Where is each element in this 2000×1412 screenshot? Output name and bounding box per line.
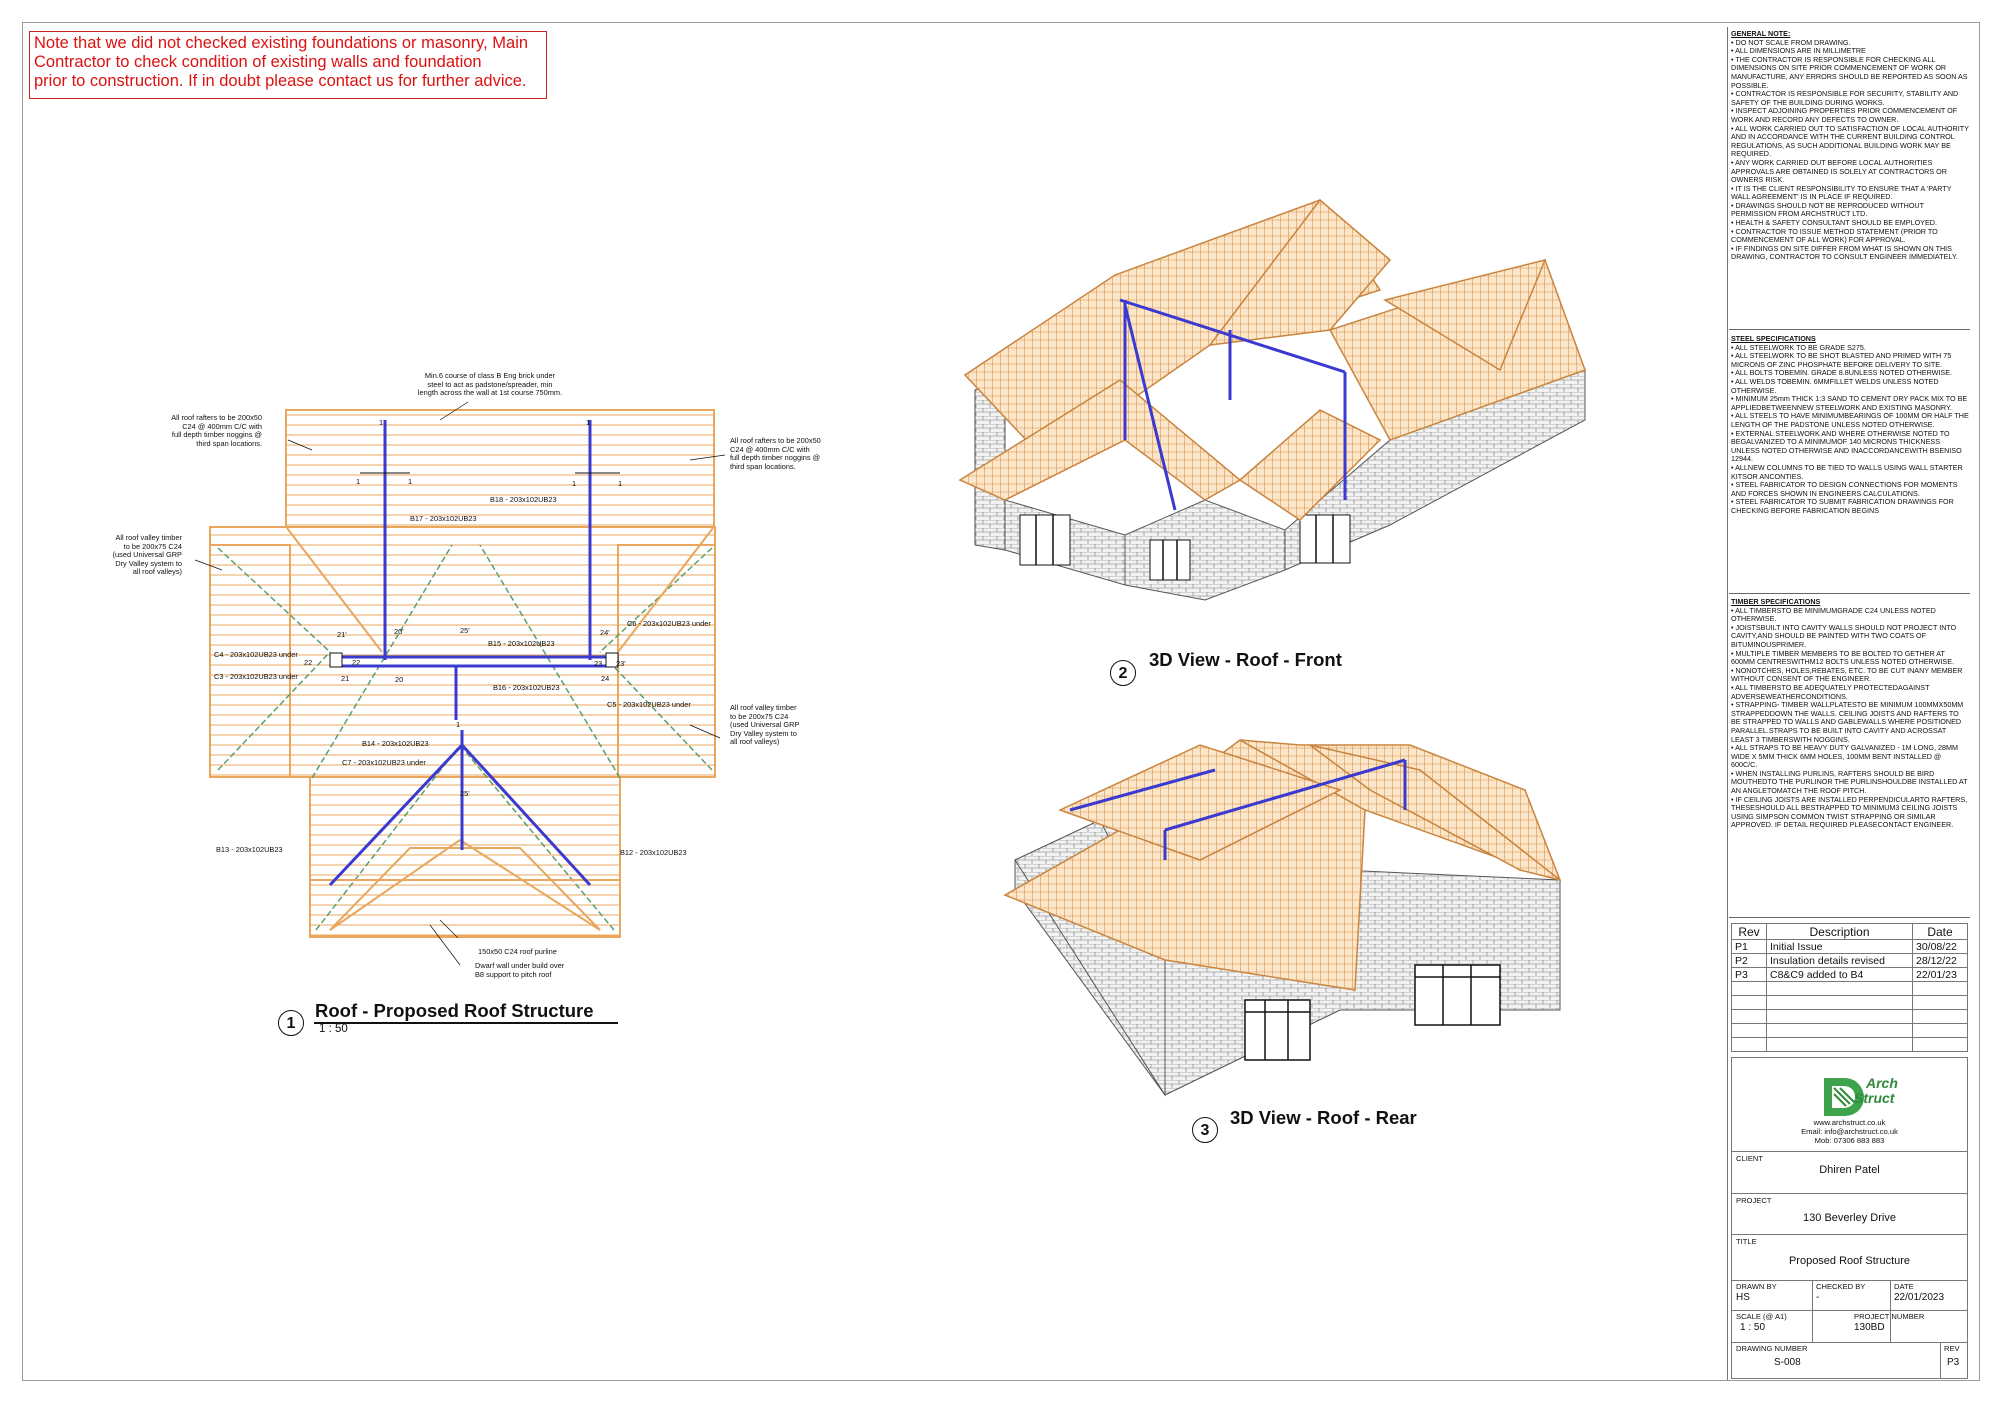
dim-mark: 1 — [586, 418, 591, 427]
scale-value: 1 : 50 — [1740, 1322, 1766, 1333]
description-cell — [1767, 1010, 1913, 1024]
divider — [1890, 1280, 1891, 1342]
date-header: Date — [1913, 924, 1968, 940]
revision-row — [1732, 982, 1968, 996]
dim-mark: 20' — [394, 627, 404, 636]
drawn-by-value: HS — [1736, 1292, 1750, 1303]
roof-plan — [195, 402, 725, 965]
steel-spec-block — [1731, 335, 1969, 515]
spec-item: • JOISTSBUILT INTO CAVITY WALLS SHOULD NOT PROJECT INTO CAVITY,AND SHOULD BE PAINTED WITH TWO COATS OF BITUMINOUSPRIMER. — [1731, 622, 1957, 649]
spec-item: • ALLNEW COLUMNS TO BE TIED TO WALLS USING WALL STARTER KITSOR ANCONTIES. — [1731, 462, 1963, 481]
company-mobile: Mob: 07306 883 883 — [1814, 1136, 1885, 1145]
spec-item: • WHEN INSTALLING PURLINS, RAFTERS SHOULD BE BIRD MOUTHEDTO THE PURLINOR THE PURLINSHOULDBE INSTALLED AT AN ANGLETOMATCH THE ROOF PITCH. — [1731, 768, 1968, 796]
date-cell — [1913, 1024, 1968, 1038]
3d-front-view — [960, 200, 1585, 600]
project-number-value: 130BD — [1854, 1322, 1885, 1333]
description-cell: C8&C9 added to B4 — [1767, 968, 1913, 982]
spec-item: • ALL STEELWORK TO BE SHOT BLASTED AND PRIMED WITH 75 MICRONS OF ZINC PHOSPHATE BEFORE DELIVERY TO SITE. — [1731, 351, 1952, 369]
logo-text-struct: Struct — [1854, 1090, 1895, 1106]
dim-mark: 21 — [341, 674, 350, 683]
dim-mark: 22 — [304, 658, 313, 667]
date-cell — [1913, 1010, 1968, 1024]
dim-mark: 1 — [408, 477, 413, 486]
dim-mark: 24' — [600, 628, 610, 637]
dim-mark: 22 — [352, 658, 361, 667]
rev-cell — [1732, 1038, 1767, 1052]
revision-row — [1732, 1024, 1968, 1038]
revision-row — [1732, 1038, 1968, 1052]
dim-mark: 1 — [356, 477, 361, 486]
checked-by-value: - — [1816, 1292, 1820, 1303]
title-block — [1731, 1057, 1968, 1379]
dim-mark: 1 — [379, 418, 384, 427]
date-cell — [1913, 1038, 1968, 1052]
spec-item: • STRAPPING- TIMBER WALLPLATESTO BE MINIMUM 100MMX50MM STRAPPEDDOWN THE WALLS. CEILING JOISTS AND RAFTERS TO BE STRAPPED TO WALLS AND GABLEWALLS WHERE POSITIONED PARALLEL.STRAPS TO BE BUILT INTO CAVITY AND ACROSSAT LEAST 3 TIMBERSWITH NOGGINS. — [1731, 700, 1964, 744]
divider — [1732, 1310, 1967, 1311]
drawn-by-label: DRAWN BY — [1736, 1282, 1777, 1291]
valley-note-left: All roof valley timber to be 200x75 C24 (used Universal GRP Dry Valley system to all roof valleys) — [112, 533, 182, 577]
dim-mark: 25' — [460, 789, 470, 798]
divider — [1729, 593, 1970, 594]
spec-item: • IF CEILING JOISTS ARE INSTALLED PERPENDICULARTO RAFTERS, THESESHOULD ALL BESTRAPPED TO MINIMUM3 CEILING JOISTS USING SIMPSON COMMON TWIST STRAPPING OR SIMILAR APPROVED. IF DETAIL REQUIRED PLEASECONTACT ENGINEER. — [1731, 794, 1968, 830]
description-cell: Insulation details revised — [1767, 954, 1913, 968]
dim-mark: 21' — [337, 630, 347, 639]
dim-mark: 20 — [395, 675, 404, 684]
description-cell — [1767, 1038, 1913, 1052]
divider — [1729, 329, 1970, 330]
note-item: • INSPECT ADJOINING PROPERTIES PRIOR COMMENCEMENT OF WORK AND RECORD ANY DEFECTS TO OWNER. — [1731, 106, 1958, 124]
project-label: PROJECT — [1736, 1196, 1772, 1205]
note-item: • ANY WORK CARRIED OUT BEFORE LOCAL AUTHORITIES APPROVALS ARE OBTAINED IS SOLELY AT CONTRACTORS OR OWNERS RISK. — [1731, 157, 1947, 185]
drawing-number-value: S-008 — [1774, 1357, 1801, 1368]
view-number-2: 2 — [1110, 660, 1136, 686]
description-header: Description — [1767, 924, 1913, 940]
client-value: Dhiren Patel — [1819, 1164, 1880, 1176]
rev-header: Rev — [1732, 924, 1767, 940]
spec-item: • ALL STEELWORK TO BE GRADE S275. — [1731, 342, 1866, 352]
purline-label: 150x50 C24 roof purline — [478, 947, 557, 956]
rev-cell — [1732, 1024, 1767, 1038]
rev-cell — [1732, 996, 1767, 1010]
beam-label-b13: B13 - 203x102UB23 — [216, 845, 283, 854]
checked-by-label: CHECKED BY — [1816, 1282, 1866, 1291]
date-cell: 30/08/22 — [1913, 940, 1968, 954]
rev-label: REV — [1944, 1344, 1960, 1353]
beam-label-b16: B16 - 203x102UB23 — [493, 683, 560, 692]
dim-mark: 23 — [594, 659, 603, 668]
rev-cell: P3 — [1732, 968, 1767, 982]
spec-item: • NONOTCHES, HOLES,REBATES, ETC. TO BE CUT INANY MEMBER WITHOUT CONSENT OF THE ENGINEER. — [1731, 665, 1963, 684]
note-line: Note that we did not checked existing foundations or masonry, Main — [34, 34, 529, 52]
note-line: prior to construction. If in doubt please contact us for further advice. — [34, 72, 527, 90]
note-item: • ALL DIMENSIONS ARE IN MILLIMETRE — [1731, 46, 1866, 56]
title-value: Proposed Roof Structure — [1788, 1255, 1911, 1267]
project-number-label: PROJECT NUMBER — [1854, 1312, 1925, 1321]
note-item: • CONTRACTOR IS RESPONSIBLE FOR SECURITY, STABILITY AND SAFETY OF THE BUILDING DURING WORKS. — [1731, 89, 1959, 107]
date-cell — [1913, 982, 1968, 996]
note-item: • IF FINDINGS ON SITE DIFFER FROM WHAT IS SHOWN ON THIS DRAWING, CONTRACTOR TO CONSULT ENGINEER IMMEDIATELY. — [1731, 243, 1958, 262]
description-cell — [1767, 982, 1913, 996]
dim-mark: 1 — [456, 720, 461, 729]
divider — [1940, 1342, 1941, 1378]
divider — [1732, 1342, 1967, 1343]
spec-item: • ALL TIMBERSTO BE MINIMUMGRADE C24 UNLESS NOTED OTHERWISE. — [1731, 605, 1936, 624]
view-scale-1: 1 : 50 — [319, 1023, 348, 1035]
project-value: 130 Beverley Drive — [1803, 1212, 1896, 1224]
revision-row — [1732, 954, 1968, 968]
note-item: • DRAWINGS SHOULD NOT BE REPRODUCED WITHOUT PERMISSION FROM ARCHSTRUCT LTD. — [1731, 200, 1924, 219]
date-cell: 22/01/23 — [1913, 968, 1968, 982]
note-line: Contractor to check condition of existing walls and foundation — [34, 53, 482, 71]
view-title-1: Roof - Proposed Roof Structure — [315, 1000, 594, 1021]
spec-item: • MINIMUM 25mm THICK 1:3 SAND TO CEMENT DRY PACK MIX TO BE APPLIEDBETWEENNEW STEELWORK AND EXISTING MASONRY. — [1731, 394, 1968, 412]
beam-label-b12: B12 - 203x102UB23 — [620, 848, 687, 857]
dim-mark: 1 — [572, 479, 577, 488]
dim-mark: 25' — [460, 626, 470, 635]
view-number-3: 3 — [1192, 1117, 1218, 1143]
column-label-c3: C3 - 203x102UB23 under — [214, 672, 298, 681]
title-underline — [314, 1022, 618, 1024]
description-cell — [1767, 996, 1913, 1010]
date-cell: 28/12/22 — [1913, 954, 1968, 968]
revision-row — [1732, 996, 1968, 1010]
spec-item: • ALL STRAPS TO BE HEAVY DUTY GALVANIZED - 1M LONG, 28MM WIDE X 5MM THICK 6MM HOLES, 100MM BENT INSTALLED @ 600C/C. — [1731, 743, 1958, 770]
view-title-3: 3D View - Roof - Rear — [1230, 1107, 1417, 1128]
3d-rear-view — [1005, 740, 1560, 1095]
rev-cell — [1732, 982, 1767, 996]
divider — [1812, 1280, 1813, 1342]
note-item: • ALL WORK CARRIED OUT TO SATISFACTION OF LOCAL AUTHORITY AND IN ACCORDANCE WITH THE CURRENT BUILDING CONTROL REGULATIONS, AS SUCH ADDITIONAL BUILDING WORK MAY BE REQUIRED. — [1731, 123, 1969, 159]
dim-mark: 23' — [616, 659, 626, 668]
dim-mark: 1 — [618, 479, 623, 488]
rev-value: P3 — [1947, 1357, 1960, 1368]
spec-item: • STEEL FABRICATOR TO DESIGN CONNECTIONS FOR MOMENTS AND FORCES SHOWN IN ENGINEERS CALCULATIONS. — [1731, 480, 1958, 498]
view-title-2: 3D View - Roof - Front — [1149, 649, 1342, 670]
divider — [1729, 917, 1970, 918]
date-cell — [1913, 996, 1968, 1010]
view-number-1: 1 — [278, 1010, 304, 1036]
column-label-c7: C7 - 203x102UB23 under — [342, 758, 426, 767]
general-note-heading: GENERAL NOTE: — [1731, 29, 1791, 38]
company-email: Email: info@archstruct.co.uk — [1801, 1127, 1898, 1136]
timber-spec-heading: TIMBER SPECIFICATIONS — [1731, 597, 1821, 606]
note-item: • HEALTH & SAFETY CONSULTANT SHOULD BE EMPLOYED. — [1731, 218, 1937, 228]
spec-item: • ALL BOLTS TOBEMIN. GRADE 8.8UNLESS NOTED OTHERWISE. — [1731, 368, 1952, 378]
logo-text-arch: Arch — [1866, 1075, 1898, 1091]
column-label-c4: C4 - 203x102UB23 under — [214, 650, 298, 659]
steel-spec-heading: STEEL SPECIFICATIONS — [1731, 334, 1816, 343]
drawing-number-label: DRAWING NUMBER — [1736, 1344, 1808, 1353]
description-cell — [1767, 1024, 1913, 1038]
spec-item: • EXTERNAL STEELWORK AND WHERE OTHERWISE NOTED TO BEGALVANIZED TO A MINIMUMOF 140 MICRONS THICKNESS UNLESS NOTED OTHERWISE AND INACCORDANCEWITH BSENISO 12944. — [1731, 428, 1962, 464]
valley-note-right: All roof valley timber to be 200x75 C24 (used Universal GRP Dry Valley system to all roof valleys) — [730, 703, 800, 747]
note-item: • IT IS THE CLIENT RESPONSIBILITY TO ENSURE THAT A 'PARTY WALL AGREEMENT' IS IN PLACE IF REQUIRED. — [1731, 183, 1952, 202]
beam-label-b18: B18 - 203x102UB23 — [490, 495, 557, 504]
company-website: www.archstruct.co.uk — [1813, 1118, 1886, 1127]
description-cell: Initial Issue — [1767, 940, 1913, 954]
divider — [1732, 1234, 1967, 1235]
timber-spec-block — [1731, 598, 1969, 830]
beam-label-b14: B14 - 203x102UB23 — [362, 739, 429, 748]
note-item: • CONTRACTOR TO ISSUE METHOD STATEMENT (PRIOR TO COMMENCEMENT OF ALL WORK) FOR APPROVAL. — [1731, 226, 1938, 245]
date-label: DATE — [1894, 1282, 1914, 1291]
divider — [1732, 1280, 1967, 1281]
spec-item: • ALL STEELS TO HAVE MINIMUMBEARINGS OF 100MM OR HALF THE LENGTH OF THE PADSTONE UNLESS NOTED OTHERWISE. — [1731, 411, 1969, 429]
date-value: 22/01/2023 — [1894, 1292, 1945, 1303]
divider — [1732, 1151, 1967, 1152]
client-label: CLIENT — [1736, 1154, 1764, 1163]
column-label-c5: C5 - 203x102UB23 under — [607, 700, 691, 709]
rev-cell: P1 — [1732, 940, 1767, 954]
padstone-note: Min.6 course of class B Eng brick under steel to act as padstone/spreader, min length across the wall at 1st course 750mm. — [417, 371, 563, 398]
rafter-note-left: All roof rafters to be 200x50 C24 @ 400mm C/C with full depth timber noggins @ third span locations. — [171, 413, 262, 448]
revision-row — [1732, 940, 1968, 954]
note-item: • DO NOT SCALE FROM DRAWING. — [1731, 37, 1851, 47]
beam-label-b17: B17 - 203x102UB23 — [410, 514, 477, 523]
dwarf-wall-label: Dwarf wall under build over B8 support to pitch roof — [475, 961, 565, 979]
rev-cell: P2 — [1732, 954, 1767, 968]
general-note-block — [1731, 30, 1969, 262]
title-label: TITLE — [1736, 1237, 1757, 1246]
column-label-c6: C6 - 203x102UB23 under — [627, 619, 711, 628]
dim-mark: 24 — [601, 674, 610, 683]
scale-label: SCALE (@ A1) — [1736, 1312, 1787, 1321]
spec-item: • ALL TIMBERSTO BE ADEQUATELY PROTECTEDAGAINST ADVERSEWEATHERCONDITIONS. — [1731, 682, 1930, 701]
spec-item: • STEEL FABRICATOR TO SUBMIT FABRICATION DRAWINGS FOR CHECKING BEFORE FABRICATION BEGINS — [1731, 497, 1954, 515]
spec-item: • MULTIPLE TIMBER MEMBERS TO BE BOLTED TO GETHER AT 600MM CENTRESWITHM12 BOLTS UNLESS NOTED OTHERWISE. — [1731, 648, 1954, 667]
revision-row — [1732, 968, 1968, 982]
beam-label-b15: B15 - 203x102UB23 — [488, 639, 555, 648]
rafter-note-right: All roof rafters to be 200x50 C24 @ 400mm C/C with full depth timber noggins @ third span locations. — [730, 436, 821, 471]
divider — [1732, 1193, 1967, 1194]
note-item: • THE CONTRACTOR IS RESPONSIBLE FOR CHECKING ALL DIMENSIONS ON SITE PRIOR COMMENCEMENT OF WORK OR MANUFACTURE, ANY ERRORS SHOULD BE REPORTED AS SOON AS POSSIBLE. — [1731, 54, 1968, 90]
revision-row — [1732, 1010, 1968, 1024]
spec-item: • ALL WELDS TOBEMIN. 6MMFILLET WELDS UNLESS NOTED OTHERWISE. — [1731, 376, 1939, 395]
rev-cell — [1732, 1010, 1767, 1024]
revision-table — [1731, 923, 1968, 1052]
